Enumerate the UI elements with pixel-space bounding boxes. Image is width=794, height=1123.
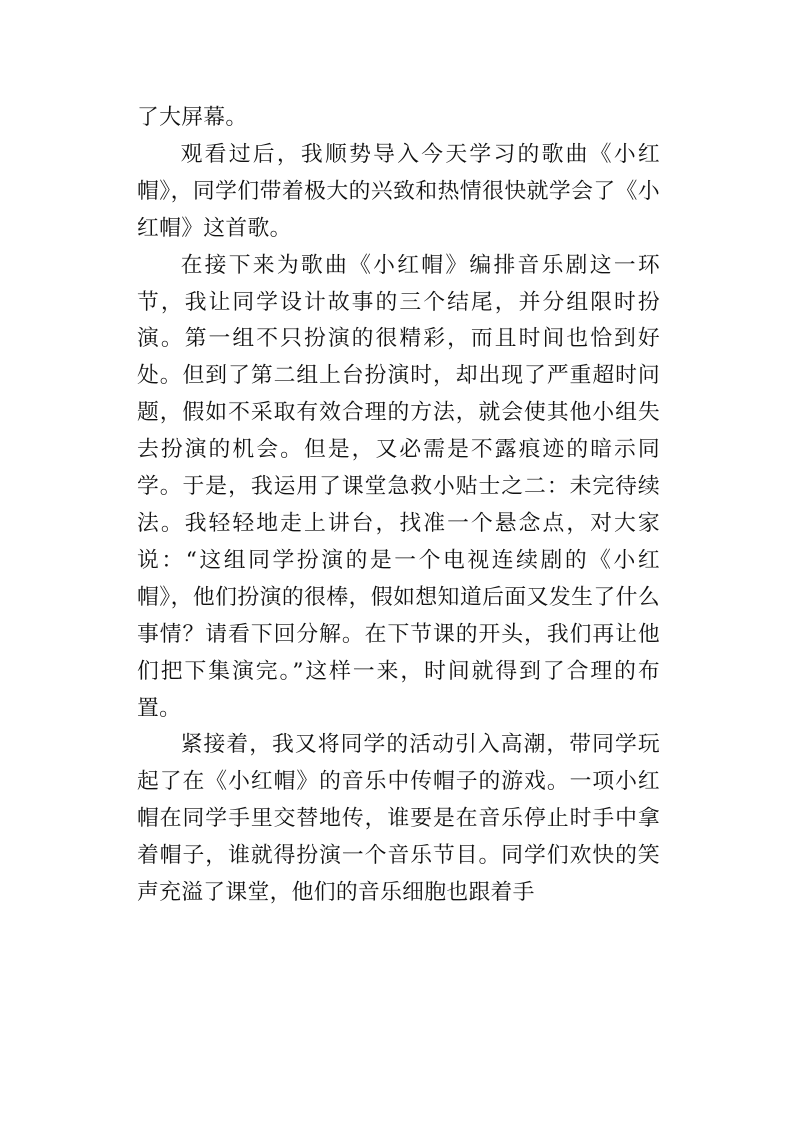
paragraph-2: 观看过后，我顺势导入今天学习的歌曲《小红帽》，同学们带着极大的兴致和热情很快就学会了《小红帽》这首歌。 [137, 141, 660, 241]
paragraph-4: 紧接着，我又将同学的活动引入高潮，带同学玩起了在《小红帽》的音乐中传帽子的游戏。一项小红帽在同学手里交替地传，谁要是在音乐停止时手中拿着帽子，谁就得扮演一个音乐节目。同学们欢快的笑声充溢了课堂，他们的音乐细胞也跟着手 [137, 732, 660, 906]
document-body [137, 100, 660, 912]
paragraph-1: 了大屏幕。 [137, 105, 248, 130]
paragraph-3: 在接下来为歌曲《小红帽》编排音乐剧这一环节，我让同学设计故事的三个结尾，并分组限时扮演。第一组不只扮演的很精彩，而且时间也恰到好处。但到了第二组上台扮演时，却出现了严重超时问题，假如不采取有效合理的方法，就会使其他小组失去扮演的机会。但是，又必需是不露痕迹的暗示同学。于是，我运用了课堂急救小贴士之二：未完待续法。我轻轻地走上讲台，找准一个悬念点，对大家说：“这组同学扮演的是一个电视连续剧的《小红帽》，他们扮演的很棒，假如想知道后面又发生了什么事情？请看下回分解。在下节课的开头，我们再让他们把下集演完。”这样一来，时间就得到了合理的布置。 [137, 252, 660, 721]
